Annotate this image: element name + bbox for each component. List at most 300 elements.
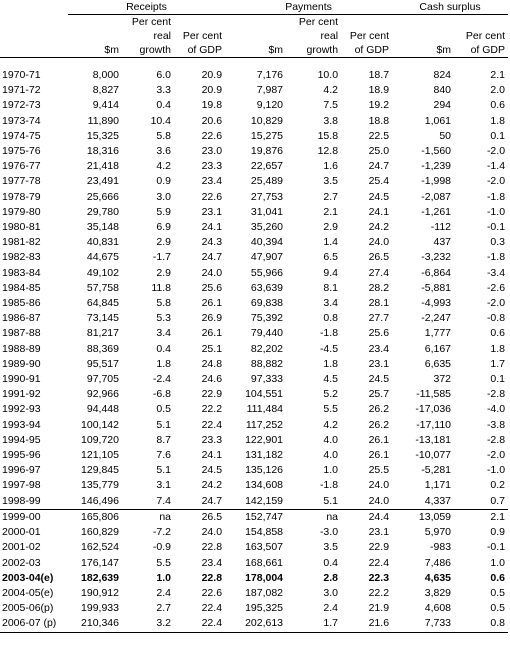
value-cell: 88,369 [86, 342, 119, 355]
value-cell: 13,059 [392, 509, 454, 525]
table-row [0, 448, 508, 463]
table-row [0, 342, 508, 357]
value-cell: 4.0 [323, 433, 339, 446]
value-cell: 1.8 [490, 114, 506, 127]
value-cell: 22.8 [201, 571, 223, 584]
value-cell: 88,882 [250, 357, 284, 370]
value-cell: 49,102 [86, 266, 119, 279]
value-cell: 8,827 [92, 84, 119, 97]
table-row [0, 387, 508, 402]
year-cell: 1986-87 [2, 312, 41, 325]
value-cell: 18.7 [368, 69, 390, 81]
value-cell: 24.5 [201, 464, 223, 477]
table-row [0, 478, 508, 493]
value-cell: 26.2 [368, 403, 390, 416]
value-cell: 95,517 [86, 357, 119, 370]
table-row [0, 235, 508, 250]
value-cell: 24.8 [201, 357, 223, 370]
value-cell: 1.6 [323, 160, 339, 173]
value-cell: 24.1 [201, 221, 223, 234]
year-cell: 2006-07 (p) [0, 616, 68, 632]
value-cell: 2.8 [323, 571, 339, 584]
value-cell: -5,281 [421, 464, 452, 477]
value-cell: 111,484 [246, 403, 284, 416]
year-cell: 1972-73 [2, 99, 41, 112]
year-cell: 2000-01 [2, 526, 41, 539]
value-cell: -0.1 [486, 221, 506, 234]
year-cell: 1977-78 [2, 175, 41, 188]
value-cell: 4.2 [156, 160, 171, 173]
table-row [0, 98, 508, 113]
value-cell: 24.4 [341, 509, 392, 525]
value-cell: 3.4 [323, 297, 339, 310]
value-cell: 27.7 [368, 312, 390, 325]
table-row [0, 525, 508, 540]
value-cell: 25,666 [86, 190, 119, 203]
value-cell: 22.6 [201, 190, 223, 203]
year-cell: 1980-81 [2, 221, 41, 234]
table-row [0, 556, 508, 571]
value-cell: 7,486 [424, 556, 452, 569]
value-cell: 135,779 [81, 479, 119, 492]
value-cell: 135,126 [245, 464, 284, 477]
value-cell: 23.3 [201, 160, 223, 173]
value-cell: 25.6 [368, 327, 390, 340]
value-cell: 21.9 [368, 602, 390, 615]
value-cell: 5.8 [156, 297, 171, 310]
value-cell: 0.5 [490, 586, 506, 599]
value-cell: 25.5 [368, 464, 390, 477]
value-cell: -3,232 [421, 251, 452, 264]
corner-cell [0, 0, 68, 15]
value-cell: 97,333 [250, 373, 284, 386]
value-cell: 24.3 [201, 236, 223, 249]
year-cell: 2001-02 [2, 541, 41, 554]
value-cell: -4.5 [319, 342, 339, 355]
value-cell: -983 [430, 541, 452, 554]
subheader-row-1: Per cent Per cent [131, 16, 339, 28]
value-cell: 0.9 [490, 526, 506, 539]
year-cell: 1984-85 [2, 281, 41, 294]
value-cell: 1.8 [323, 357, 339, 370]
year-cell: 1993-94 [2, 418, 41, 431]
value-cell: 15.8 [317, 129, 339, 142]
value-cell: 10.4 [150, 114, 171, 127]
value-cell: 22.9 [201, 388, 223, 401]
value-cell: 187,082 [245, 586, 284, 599]
value-cell: 1.0 [156, 571, 171, 584]
table-row [0, 402, 508, 417]
value-cell: 18.8 [368, 114, 390, 127]
value-cell: 69,838 [250, 297, 284, 310]
value-cell: 0.7 [490, 494, 506, 507]
value-cell: 92,966 [86, 388, 119, 401]
year-cell: 1978-79 [2, 190, 41, 203]
value-cell: 24.0 [201, 266, 223, 279]
year-cell: 1994-95 [2, 433, 41, 446]
value-cell: 146,496 [81, 494, 119, 507]
year-cell: 1998-99 [2, 494, 41, 507]
table-row [0, 205, 508, 220]
value-cell: 11.8 [151, 281, 171, 294]
value-cell: 22,657 [250, 160, 284, 173]
value-cell: 0.1 [490, 373, 506, 386]
value-cell: 4,608 [424, 602, 452, 615]
value-cell: 47,907 [250, 251, 284, 264]
year-cell: 2004-05(e) [2, 586, 54, 599]
value-cell: -17,110 [416, 418, 452, 431]
value-cell: 190,912 [81, 586, 119, 599]
value-cell: 22.2 [201, 403, 223, 416]
value-cell: 23.1 [201, 205, 223, 218]
value-cell: 24.5 [368, 190, 390, 203]
value-cell: -1.8 [319, 479, 339, 492]
year-cell: 1985-86 [2, 297, 41, 310]
value-cell: 2.9 [156, 266, 171, 279]
value-cell: -1.8 [319, 327, 339, 340]
value-cell: 97,705 [86, 373, 119, 386]
table-row [0, 433, 508, 448]
value-cell: -4,993 [421, 297, 452, 310]
value-cell: 2.9 [156, 236, 171, 249]
value-cell: -3.8 [486, 418, 506, 431]
value-cell: 26.5 [368, 251, 390, 264]
value-cell: 0.8 [454, 616, 508, 632]
value-cell: 22.6 [201, 129, 223, 142]
value-cell: 182,639 [81, 571, 119, 584]
value-cell: 3.5 [323, 541, 339, 554]
value-cell: 0.4 [156, 342, 171, 355]
year-cell: 2002-03 [2, 556, 41, 569]
value-cell: 4,337 [424, 494, 452, 507]
value-cell: 24.7 [201, 251, 223, 264]
value-cell: 6.9 [156, 221, 171, 234]
value-cell: -2.0 [486, 449, 506, 462]
value-cell: 4.2 [323, 84, 339, 97]
value-cell: 4.5 [323, 373, 339, 386]
value-cell: -2.0 [486, 175, 506, 188]
value-cell: 10.0 [317, 69, 339, 81]
value-cell: 9.4 [323, 266, 339, 279]
value-cell: 437 [433, 236, 452, 249]
value-cell: 0.5 [490, 602, 506, 615]
value-cell: 165,806 [68, 509, 122, 525]
value-cell: 176,147 [81, 556, 119, 569]
value-cell: -1,998 [421, 175, 452, 188]
table-row [0, 281, 508, 296]
table-row [0, 83, 508, 98]
table-body [0, 58, 508, 633]
value-cell: 18.9 [368, 84, 390, 97]
value-cell: -0.1 [486, 541, 506, 554]
year-cell: 1992-93 [2, 403, 41, 416]
value-cell: -0.8 [486, 312, 506, 325]
value-cell: 2.0 [490, 84, 506, 97]
value-cell: 7.6 [156, 449, 171, 462]
value-cell: 23.1 [368, 357, 390, 370]
value-cell: 55,966 [250, 266, 284, 279]
value-cell: -112 [430, 221, 452, 234]
table-row [0, 250, 508, 265]
value-cell: 3.5 [323, 175, 339, 188]
value-cell: 4,635 [424, 571, 452, 584]
value-cell: 15,275 [250, 129, 284, 142]
table-row [0, 372, 508, 387]
value-cell: 9,414 [92, 99, 119, 112]
value-cell: 1.8 [490, 342, 506, 355]
value-cell: 2.4 [323, 602, 339, 615]
value-cell: 23,491 [86, 175, 119, 188]
value-cell: 22.9 [368, 541, 390, 554]
value-cell: 12.8 [317, 145, 339, 158]
value-cell: 26.1 [368, 433, 390, 446]
value-cell: 152,747 [225, 509, 286, 525]
value-cell: 202,613 [225, 616, 286, 632]
value-cell: -2.4 [152, 373, 171, 386]
value-cell: 100,142 [81, 418, 119, 431]
value-cell: 160,829 [81, 526, 119, 539]
table-row [0, 220, 508, 235]
value-cell: 25.7 [368, 388, 390, 401]
year-cell: 1979-80 [2, 205, 41, 218]
table-row [0, 616, 508, 632]
value-cell: 63,639 [250, 281, 284, 294]
value-cell: na [122, 509, 174, 525]
value-cell: 122,901 [245, 433, 284, 446]
value-cell: 26.9 [201, 312, 223, 325]
value-cell: 117,252 [245, 418, 284, 431]
value-cell: -2,247 [421, 312, 452, 325]
value-cell: 27.4 [368, 266, 390, 279]
value-cell: 294 [433, 99, 452, 112]
value-cell: 5.9 [156, 205, 171, 218]
value-cell: 1.0 [490, 556, 506, 569]
value-cell: 5.1 [156, 464, 171, 477]
year-cell: 1999-00 [0, 509, 68, 525]
value-cell: 22.5 [368, 129, 390, 142]
value-cell: 73,145 [86, 312, 119, 325]
value-cell: 131,182 [245, 449, 284, 462]
value-cell: 3.0 [156, 190, 171, 203]
value-cell: 15,325 [86, 129, 119, 142]
value-cell: 3.8 [323, 114, 339, 127]
value-cell: 163,507 [245, 541, 284, 554]
value-cell: 35,148 [86, 221, 119, 234]
value-cell: 9,120 [256, 99, 284, 112]
value-cell: 24.0 [368, 236, 390, 249]
value-cell: 1.0 [323, 464, 339, 477]
value-cell: 23.1 [368, 526, 390, 539]
table-row [0, 494, 508, 510]
value-cell: 25,489 [250, 175, 284, 188]
value-cell: 1.8 [156, 357, 171, 370]
value-cell: 25.0 [368, 145, 390, 158]
table-row [0, 326, 508, 341]
value-cell: 3,829 [424, 586, 452, 599]
year-cell: 1995-96 [2, 449, 41, 462]
value-cell: -1.8 [486, 251, 506, 264]
table-row [0, 296, 508, 311]
value-cell: -1,560 [421, 145, 452, 158]
value-cell: 3.3 [156, 84, 171, 97]
value-cell: 5.1 [156, 418, 171, 431]
value-cell: 0.4 [323, 556, 339, 569]
value-cell: 3.1 [156, 479, 171, 492]
value-cell: 19,876 [250, 145, 284, 158]
value-cell: -4.0 [486, 403, 506, 416]
value-cell: 82,202 [250, 342, 284, 355]
value-cell: -3.0 [319, 526, 339, 539]
value-cell: -2.6 [486, 281, 506, 294]
value-cell: 21.6 [341, 616, 392, 632]
value-cell: 2.1 [490, 69, 506, 81]
year-cell: 1975-76 [2, 145, 41, 158]
value-cell: -3.4 [486, 266, 506, 279]
value-cell: 6.0 [156, 69, 171, 81]
value-cell: 64,845 [86, 297, 119, 310]
year-cell: 2005-06(p) [2, 602, 54, 615]
value-cell: 28.2 [368, 281, 390, 294]
table-row [0, 174, 508, 189]
spacer-row [0, 58, 508, 69]
value-cell: 5,970 [424, 526, 452, 539]
value-cell: 24.7 [368, 160, 390, 173]
value-cell: -0.9 [152, 541, 171, 554]
year-cell: 2003-04(e) [2, 571, 54, 584]
table-row [0, 190, 508, 205]
value-cell: 24.0 [368, 479, 390, 492]
value-cell: 5.1 [323, 494, 339, 507]
value-cell: 24.0 [368, 494, 390, 507]
value-cell: 26.1 [201, 297, 223, 310]
value-cell: 2.1 [323, 205, 339, 218]
value-cell: 7,176 [256, 69, 284, 81]
value-cell: 29,780 [86, 205, 119, 218]
value-cell: 5.5 [156, 556, 171, 569]
value-cell: 2.7 [156, 602, 171, 615]
value-cell: 26.1 [368, 449, 390, 462]
value-cell: 26.5 [174, 509, 225, 525]
value-cell: 26.1 [201, 327, 223, 340]
table-row [0, 144, 508, 159]
value-cell: 0.6 [490, 327, 506, 340]
table-row [0, 129, 508, 144]
year-cell: 1971-72 [2, 84, 41, 97]
value-cell: 1.4 [323, 236, 339, 249]
table-row [0, 418, 508, 433]
value-cell: 24.5 [368, 373, 390, 386]
value-cell: 24.7 [201, 494, 223, 507]
value-cell: 7.4 [156, 494, 171, 507]
value-cell: 5.8 [156, 129, 171, 142]
value-cell: 23.4 [201, 556, 223, 569]
value-cell: -1,261 [421, 205, 452, 218]
table-row [0, 159, 508, 174]
value-cell: 22.4 [174, 616, 225, 632]
value-cell: 7.5 [323, 99, 339, 112]
value-cell: 3.4 [156, 327, 171, 340]
year-cell: 1983-84 [2, 266, 41, 279]
value-cell: 23.3 [201, 433, 223, 446]
value-cell: -1.4 [486, 160, 506, 173]
value-cell: 81,217 [86, 327, 119, 340]
value-cell: 8,000 [92, 69, 119, 81]
value-cell: 1,777 [424, 327, 452, 340]
value-cell: -13,181 [415, 433, 452, 446]
value-cell: 0.6 [490, 99, 506, 112]
payments-header: Payments [225, 0, 392, 15]
value-cell: 2.1 [454, 509, 508, 525]
value-cell: 3.2 [122, 616, 174, 632]
value-cell: 24.6 [201, 373, 223, 386]
value-cell: -2.8 [486, 388, 506, 401]
value-cell: 1.7 [286, 616, 341, 632]
value-cell: 26.2 [368, 418, 390, 431]
year-cell: 1987-88 [2, 327, 41, 340]
value-cell: 0.8 [323, 312, 339, 325]
value-cell: 31,041 [250, 205, 284, 218]
receipts-header: Receipts [68, 0, 225, 15]
value-cell: 23.4 [368, 342, 390, 355]
value-cell: 10,829 [250, 114, 284, 127]
value-cell: 24.2 [201, 479, 223, 492]
value-cell: 195,325 [245, 602, 284, 615]
value-cell: -10,077 [415, 449, 452, 462]
value-cell: -1.8 [486, 190, 506, 203]
value-cell: 0.3 [490, 236, 506, 249]
value-cell: 22.6 [201, 586, 223, 599]
value-cell: 824 [433, 69, 452, 81]
table-row [0, 68, 508, 83]
value-cell: 24.2 [368, 221, 390, 234]
year-cell: 1976-77 [2, 160, 41, 173]
value-cell: -5,881 [421, 281, 452, 294]
table-row [0, 571, 508, 586]
value-cell: 40,831 [86, 236, 119, 249]
value-cell: 22.2 [368, 586, 390, 599]
value-cell: 5.3 [156, 312, 171, 325]
value-cell: 2.9 [323, 221, 339, 234]
table-row [0, 540, 508, 555]
value-cell: 372 [433, 373, 452, 386]
value-cell: 11,890 [87, 114, 119, 127]
value-cell: 6,167 [424, 342, 452, 355]
value-cell: 22.4 [201, 602, 223, 615]
value-cell: -2.0 [486, 297, 506, 310]
value-cell: -6.8 [152, 388, 171, 401]
value-cell: -1.0 [486, 205, 506, 218]
value-cell: 5.2 [323, 388, 339, 401]
year-cell: 1989-90 [2, 357, 41, 370]
value-cell: 3.6 [156, 145, 171, 158]
value-cell: 94,448 [86, 403, 119, 416]
value-cell: -17,036 [415, 403, 452, 416]
value-cell: 0.2 [490, 479, 506, 492]
value-cell: 168,661 [245, 556, 284, 569]
value-cell: 27,753 [250, 190, 284, 203]
value-cell: 840 [433, 84, 452, 97]
table-row [0, 509, 508, 525]
value-cell: 162,524 [81, 541, 119, 554]
year-cell: 1974-75 [2, 129, 41, 142]
value-cell: -2.8 [486, 433, 506, 446]
value-cell: 50 [439, 129, 452, 142]
value-cell: -6,864 [421, 266, 452, 279]
year-cell: 1997-98 [2, 479, 41, 492]
value-cell: 134,608 [245, 479, 284, 492]
year-cell: 1973-74 [2, 114, 41, 127]
year-cell: 1988-89 [2, 342, 41, 355]
